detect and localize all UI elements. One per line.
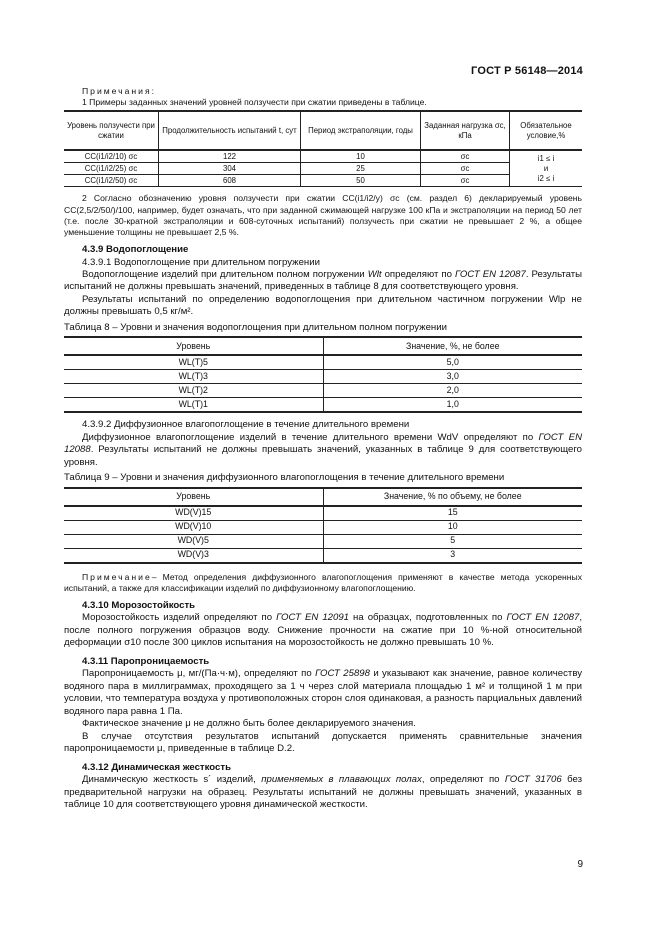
paragraph-water-absorption: Водопоглощение изделий при длительном полном погружении Wlt определяют по ГОСТ EN 12087. Результаты испытаний не должны превышать значений, приведенных в таблице 8 для соответствующего уровня. bbox=[64, 268, 583, 293]
table-9-caption: Таблица 9 – Уровни и значения диффузионного влагопоглощения в течение длительного времени bbox=[64, 472, 505, 484]
creep-header-duration: Продолжительность испытаний t, сут bbox=[159, 111, 301, 150]
paragraph-diffusion: Диффузионное влагопоглощение изделий в течение длительного времени WdV определяют по ГОСТ EN 12088. Результаты испытаний не должны превышать значений, указанных в таблице 9 для соответствующего уровня. bbox=[64, 431, 582, 468]
subsection-4-3-9-2: 4.3.9.2 Диффузионное влагопоглощение в течение длительного времени bbox=[82, 419, 410, 431]
table-row: WD(V)5 5 bbox=[64, 534, 582, 548]
ref-gost-31706: ГОСТ 31706 bbox=[504, 774, 562, 786]
table-row: CC(i1/i2/25) σc 304 25 σc bbox=[64, 163, 582, 175]
paragraph-comparative-values: В случае отсутствия результатов испытаний допускается применять сравнительные значения паропроницаемости μ, приведенные в таблице D.2. bbox=[64, 730, 582, 755]
table-8-header-value: Значение, %, не более bbox=[323, 337, 582, 355]
table-row: WD(V)10 10 bbox=[64, 520, 582, 534]
table-9-header-level: Уровень bbox=[64, 488, 323, 506]
paragraph-dynamic-stiffness: Динамическую жесткость s´ изделий, применяемых в плавающих полах, определяют по ГОСТ 31706 без предварительной нагрузки на образец. Результаты испытаний не должны превышать значений, указанных в таблице 10 для соответствующего уровня динамической жесткости. bbox=[64, 774, 583, 811]
table-row: CC(i1/i2/10) σc 122 10 σc i1 ≤ i и i2 ≤ i bbox=[64, 150, 582, 163]
notes-title: Примечания: bbox=[82, 86, 157, 96]
creep-header-load: Заданная нагрузка σc, кПа bbox=[421, 111, 510, 150]
ref-gost-en-12091: ГОСТ EN 12091 bbox=[276, 612, 350, 624]
paragraph-actual-value: Фактическое значение μ не должно быть более декларируемого значения. bbox=[82, 718, 416, 730]
creep-header-period: Период экстраполяции, годы bbox=[301, 111, 421, 150]
note-1: 1 Примеры заданных значений уровней ползучести при сжатии приведены в таблице. bbox=[82, 97, 427, 108]
table-row: WL(T)2 2,0 bbox=[64, 384, 582, 398]
page-number: 9 bbox=[577, 859, 583, 870]
table-row: CC(i1/i2/50) σc 608 50 σc bbox=[64, 175, 582, 187]
creep-header-condition: Обязательное условие,% bbox=[510, 111, 583, 150]
table-row: WL(T)3 3,0 bbox=[64, 370, 582, 384]
paragraph-partial-immersion: Результаты испытаний по определению водопоглощения при длительном частичном погружении Wlp не должны превышать 0,5 кг/м². bbox=[64, 293, 582, 318]
section-4-3-9-heading: 4.3.9 Водопоглощение bbox=[82, 244, 189, 256]
note-2: 2 Согласно обозначению уровня ползучести при сжатии CC(i1/i2/y) σc (см. раздел 6) декларируемый уровень CC(2,5/2/50/)/100, например, будет означать, что при заданной сжимающей нагрузке 100 кПа и экстраполяции на период 50 лет (т.е. после 30-кратной экстраполяции и 608-суточных испытаний) ползучесть при сжатии не превышает 2 %, а общее уменьшение толщины не превышает 2,5 %. bbox=[64, 193, 582, 237]
table-8-caption: Таблица 8 – Уровни и значения водопоглощения при длительном полном погружении bbox=[64, 321, 447, 333]
paragraph-frost-resistance: Морозостойкость изделий определяют по ГОСТ EN 12091 на образцах, подготовленных по ГОСТ EN 12087, после полного погружения образцов воду. Снижение прочности на сжатие при 10 %-ной относительной деформации σ10 после 300 циклов испытания на морозостойкость не должно превышать 10 %. bbox=[64, 612, 583, 649]
table-row: WL(T)5 5,0 bbox=[64, 355, 582, 370]
table-row: WD(V)3 3 bbox=[64, 548, 582, 563]
paragraph-vapour-permeability: Паропроницаемость μ, мг/(Па·ч·м), определяют по ГОСТ 25898 и указывают как значение, равное количеству водяного пара в миллиграммах, проходящего за 1 ч через слой материала площадью 1 м² и толщиной 1 м при условии, что температура воздуха у противоположных сторон слоя одинаковая, а разность парциальных давлений водяного пара равна 1 Па. bbox=[64, 668, 583, 717]
creep-header-level: Уровень ползучести при сжатии bbox=[64, 111, 159, 150]
table-8 bbox=[64, 336, 582, 413]
ref-gost-en-12088: ГОСТ EN 12088 bbox=[64, 431, 582, 456]
ref-gost-25898: ГОСТ 25898 bbox=[315, 668, 370, 680]
section-4-3-12-heading: 4.3.12 Динамическая жесткость bbox=[82, 761, 231, 773]
subsection-4-3-9-1: 4.3.9.1 Водопоглощение при длительном погружении bbox=[82, 256, 320, 268]
creep-condition-cell: i1 ≤ i и i2 ≤ i bbox=[510, 150, 583, 187]
creep-table bbox=[64, 110, 582, 187]
table-8-header-level: Уровень bbox=[64, 337, 323, 355]
ref-gost-en-12087: ГОСТ EN 12087 bbox=[454, 268, 526, 280]
standard-header: ГОСТ Р 56148—2014 bbox=[471, 65, 583, 77]
ref-gost-en-12087: ГОСТ EN 12087 bbox=[506, 612, 580, 624]
page-content bbox=[64, 86, 582, 812]
section-4-3-10-heading: 4.3.10 Морозостойкость bbox=[82, 600, 196, 611]
table-9-note: Примечание– Метод определения диффузионного влагопоглощения применяют в качестве метода ускоренных испытаний, а также для классификации изделий по диффузионному влагопоглощению. bbox=[64, 571, 582, 593]
table-9-header-value: Значение, % по объему, не более bbox=[323, 488, 582, 506]
section-4-3-11-heading: 4.3.11 Паропроницаемость bbox=[82, 655, 210, 667]
table-row: WL(T)1 1,0 bbox=[64, 398, 582, 413]
table-9 bbox=[64, 487, 582, 564]
table-row: WD(V)15 15 bbox=[64, 506, 582, 521]
